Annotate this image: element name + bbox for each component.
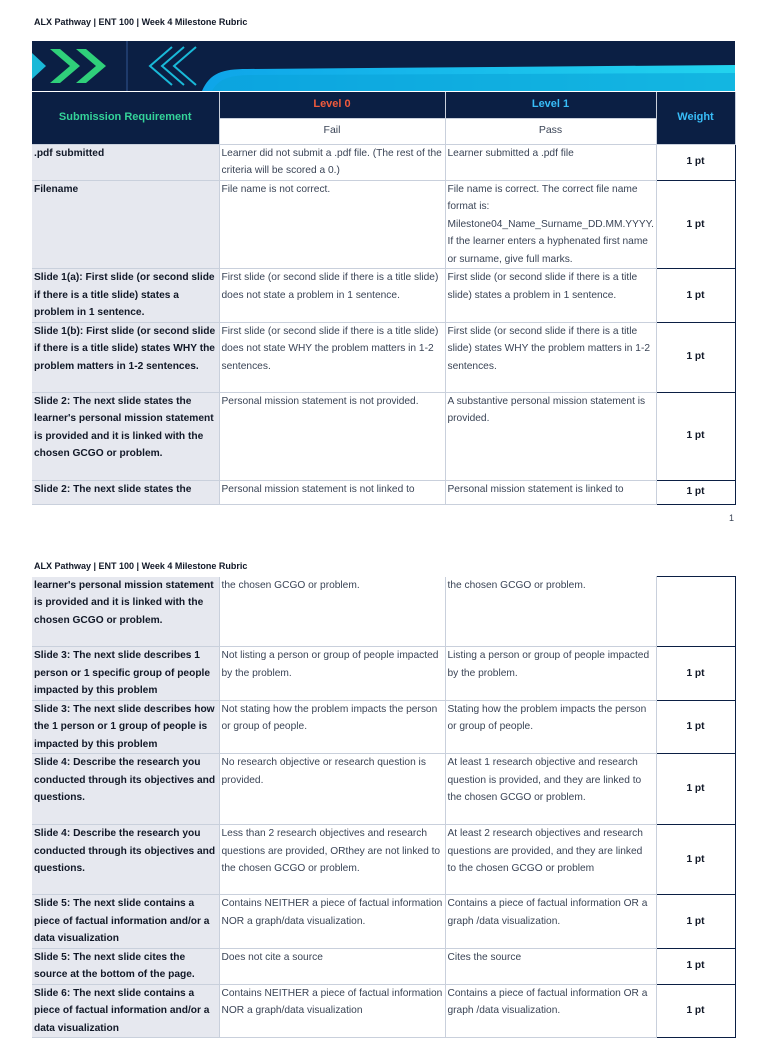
table-row (32, 754, 735, 825)
pass-cell: the chosen GCGO or problem. (445, 577, 656, 647)
weight-cell: 1 pt (656, 269, 735, 323)
pass-cell: A substantive personal mission statement is provided. (445, 392, 656, 480)
weight-cell: 1 pt (656, 322, 735, 392)
fail-cell: No research objective or research question is provided. (219, 754, 445, 825)
table-row (32, 269, 735, 323)
fail-cell: File name is not correct. (219, 180, 445, 269)
table-row (32, 895, 735, 949)
fail-cell: the chosen GCGO or problem. (219, 577, 445, 647)
weight-cell: 1 pt (656, 480, 735, 504)
pass-cell: Learner submitted a .pdf file (445, 144, 656, 180)
requirement-cell: Slide 2: The next slide states the (32, 480, 219, 504)
weight-cell: 1 pt (656, 948, 735, 984)
requirement-cell: Slide 2: The next slide states the learner's personal mission statement is provided and it is linked with the chosen GCGO or problem. (32, 392, 219, 480)
weight-cell: 1 pt (656, 392, 735, 480)
table-row (32, 144, 735, 180)
requirement-cell: Slide 4: Describe the research you conducted through its objectives and questions. (32, 754, 219, 825)
table-row (32, 480, 735, 504)
pass-cell: At least 1 research objective and research question is provided, and they are linked to the chosen GCGO or problem. (445, 754, 656, 825)
requirement-cell: Slide 6: The next slide contains a piece of factual information and/or a data visualization (32, 984, 219, 1038)
page-header: ALX Pathway | ENT 100 | Week 4 Milestone Rubric (34, 17, 248, 27)
weight-cell: 1 pt (656, 700, 735, 754)
weight-cell (656, 577, 735, 647)
requirement-cell: Slide 3: The next slide describes 1 person or 1 specific group of people impacted by this problem (32, 647, 219, 701)
column-header-level0: Level 0 (219, 92, 445, 118)
requirement-cell: Slide 5: The next slide cites the source at the bottom of the page. (32, 948, 219, 984)
requirement-cell: Slide 4: Describe the research you conducted through its objectives and questions. (32, 825, 219, 895)
fail-cell: Does not cite a source (219, 948, 445, 984)
weight-cell: 1 pt (656, 984, 735, 1038)
requirement-cell: Slide 5: The next slide contains a piece of factual information and/or a data visualization (32, 895, 219, 949)
rubric-table-page1 (32, 92, 736, 505)
requirement-cell: .pdf submitted (32, 144, 219, 180)
fail-cell: Less than 2 research objectives and research questions are provided, ORthey are not linked to the chosen GCGO or problem. (219, 825, 445, 895)
banner-graphic (32, 41, 735, 91)
header-banner (32, 41, 735, 91)
table-row (32, 577, 735, 647)
weight-cell: 1 pt (656, 647, 735, 701)
pass-cell: File name is correct. The correct file name format is: Milestone04_Name_Surname_DD.MM.YYYY. If the learner enters a hyphenated first name or surname, give full marks. (445, 180, 656, 269)
requirement-cell: Filename (32, 180, 219, 269)
pass-cell: First slide (or second slide if there is a title slide) states WHY the problem matters in 1-2 sentences. (445, 322, 656, 392)
fail-cell: Contains NEITHER a piece of factual information NOR a graph/data visualization. (219, 895, 445, 949)
page-number: 1 (728, 513, 734, 523)
fail-cell: Not listing a person or group of people impacted by the problem. (219, 647, 445, 701)
weight-cell: 1 pt (656, 180, 735, 269)
pass-cell: Contains a piece of factual information OR a graph /data visualization. (445, 984, 656, 1038)
column-subheader-pass: Pass (445, 118, 656, 144)
fail-cell: First slide (or second slide if there is a title slide) does not state a problem in 1 sentence. (219, 269, 445, 323)
requirement-cell: Slide 1(a): First slide (or second slide if there is a title slide) states a problem in 1 sentence. (32, 269, 219, 323)
column-header-weight: Weight (656, 92, 735, 144)
fail-cell: Contains NEITHER a piece of factual information NOR a graph/data visualization (219, 984, 445, 1038)
weight-cell: 1 pt (656, 754, 735, 825)
table-row (32, 948, 735, 984)
pass-cell: Contains a piece of factual information OR a graph /data visualization. (445, 895, 656, 949)
requirement-cell: Slide 1(b): First slide (or second slide if there is a title slide) states WHY the problem matters in 1-2 sentences. (32, 322, 219, 392)
pass-cell: Listing a person or group of people impacted by the problem. (445, 647, 656, 701)
column-subheader-fail: Fail (219, 118, 445, 144)
table-row (32, 392, 735, 480)
table-row (32, 825, 735, 895)
table-row (32, 180, 735, 269)
pass-cell: First slide (or second slide if there is a title slide) states a problem in 1 sentence. (445, 269, 656, 323)
weight-cell: 1 pt (656, 144, 735, 180)
weight-cell: 1 pt (656, 895, 735, 949)
table-row (32, 647, 735, 701)
page-header: ALX Pathway | ENT 100 | Week 4 Milestone Rubric (34, 561, 248, 571)
fail-cell: Personal mission statement is not linked to (219, 480, 445, 504)
pass-cell: Stating how the problem impacts the person or group of people. (445, 700, 656, 754)
column-header-level1: Level 1 (445, 92, 656, 118)
pass-cell: Cites the source (445, 948, 656, 984)
pass-cell: Personal mission statement is linked to (445, 480, 656, 504)
fail-cell: Personal mission statement is not provided. (219, 392, 445, 480)
fail-cell: First slide (or second slide if there is a title slide) does not state WHY the problem matters in 1-2 sentences. (219, 322, 445, 392)
fail-cell: Learner did not submit a .pdf file. (The rest of the criteria will be scored a 0.) (219, 144, 445, 180)
rubric-table-page2 (32, 576, 736, 1038)
requirement-cell: learner's personal mission statement is provided and it is linked with the chosen GCGO or problem. (32, 577, 219, 647)
table-row (32, 322, 735, 392)
column-header-requirement: Submission Requirement (32, 92, 219, 144)
table-row (32, 984, 735, 1038)
pass-cell: At least 2 research objectives and research questions are provided, and they are linked to the chosen GCGO or problem (445, 825, 656, 895)
weight-cell: 1 pt (656, 825, 735, 895)
requirement-cell: Slide 3: The next slide describes how the 1 person or 1 group of people is impacted by this problem (32, 700, 219, 754)
table-row (32, 700, 735, 754)
fail-cell: Not stating how the problem impacts the person or group of people. (219, 700, 445, 754)
